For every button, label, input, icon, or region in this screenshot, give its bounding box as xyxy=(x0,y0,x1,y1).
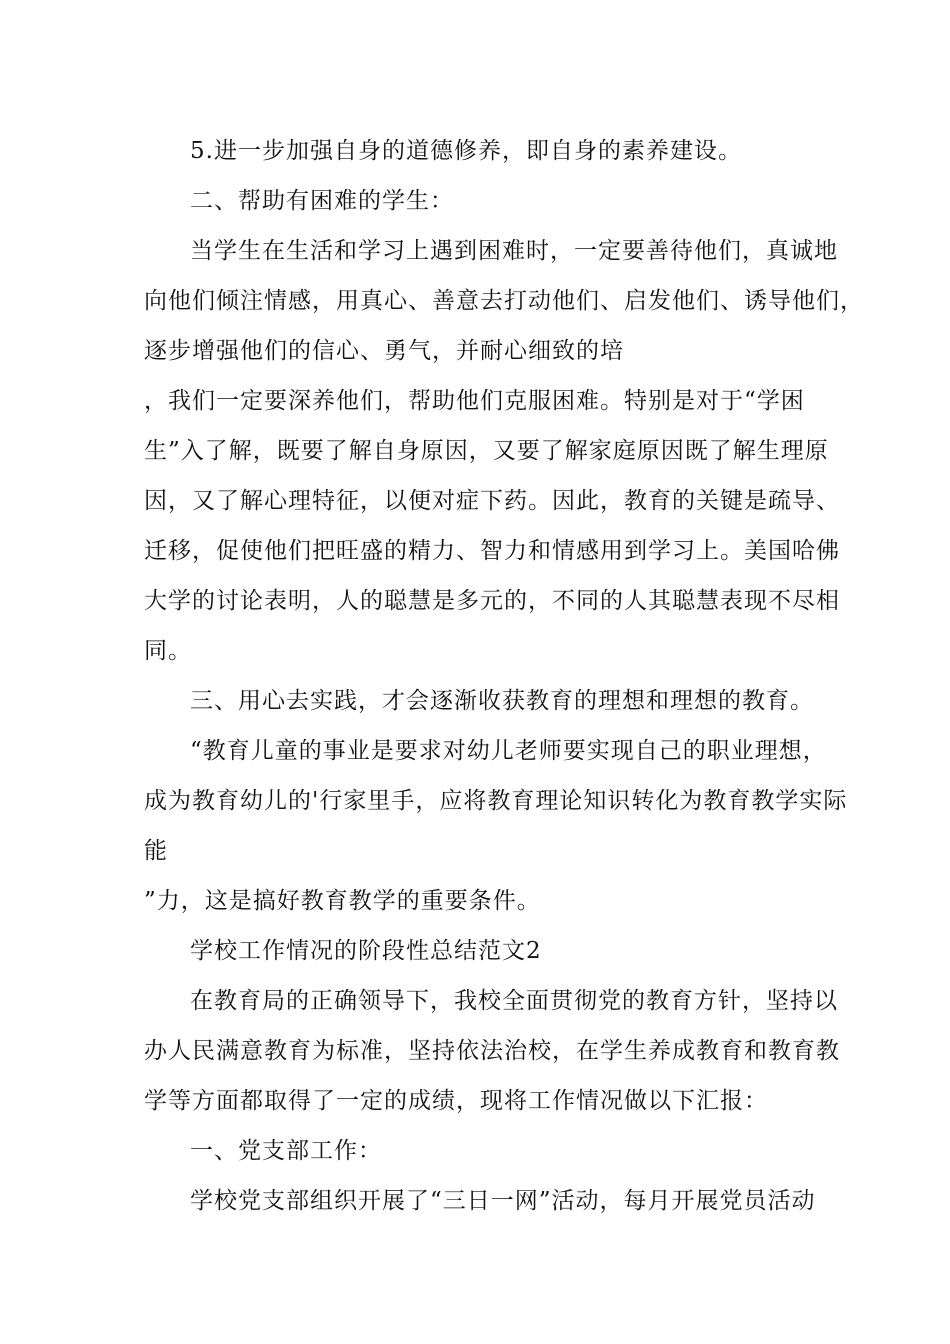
text-line: 生”入了解，既要了解自身原因，又要了解家庭原因既了解生理原 xyxy=(144,438,829,464)
text-line: 逐步增强他们的信心、勇气，并耐心细致的培 xyxy=(144,338,624,364)
section-heading: 三、用心去实践，才会逐渐收获教育的理想和理想的教育。 xyxy=(190,688,814,714)
text-line: ，我们一定要深养他们，帮助他们克服困难。特别是对于“学困 xyxy=(144,388,805,414)
section-heading: 一、党支部工作： xyxy=(190,1138,382,1164)
text-line: ”力，这是搞好教育教学的重要条件。 xyxy=(144,888,541,914)
text-line: 5.进一步加强自身的道德修养，即自身的素养建设。 xyxy=(190,138,742,164)
text-line: 能 xyxy=(144,838,168,864)
text-line: 向他们倾注情感，用真心、善意去打动他们、启发他们、诱导他们， xyxy=(144,288,864,314)
text-line: 因，又了解心理特征，以便对症下药。因此，教育的关键是疏导、 xyxy=(144,488,840,514)
text-line: 学等方面都取得了一定的成绩，现将工作情况做以下汇报： xyxy=(144,1088,768,1114)
text-line: 成为教育幼儿的'行家里手，应将教育理论知识转化为教育教学实际 xyxy=(144,788,848,814)
section-heading: 二、帮助有困难的学生： xyxy=(190,188,454,214)
text-line: “教育儿童的事业是要求对幼儿老师要实现自己的职业理想， xyxy=(190,738,827,764)
text-line: 办人民满意教育为标准，坚持依法治校，在学生养成教育和教育教 xyxy=(144,1038,840,1064)
text-line: 大学的讨论表明，人的聪慧是多元的，不同的人其聪慧表现不尽相 xyxy=(144,588,840,614)
text-line: 当学生在生活和学习上遇到困难时，一定要善待他们，真诚地 xyxy=(190,238,838,264)
article-title: 学校工作情况的阶段性总结范文2 xyxy=(190,938,542,964)
text-line: 同。 xyxy=(144,638,192,664)
text-line: 迁移，促使他们把旺盛的精力、智力和情感用到学习上。美国哈佛 xyxy=(144,538,840,564)
text-line: 在教育局的正确领导下，我校全面贯彻党的教育方针，坚持以 xyxy=(190,988,838,1014)
text-line: 学校党支部组织开展了“三日一网”活动，每月开展党员活动 xyxy=(190,1188,816,1214)
